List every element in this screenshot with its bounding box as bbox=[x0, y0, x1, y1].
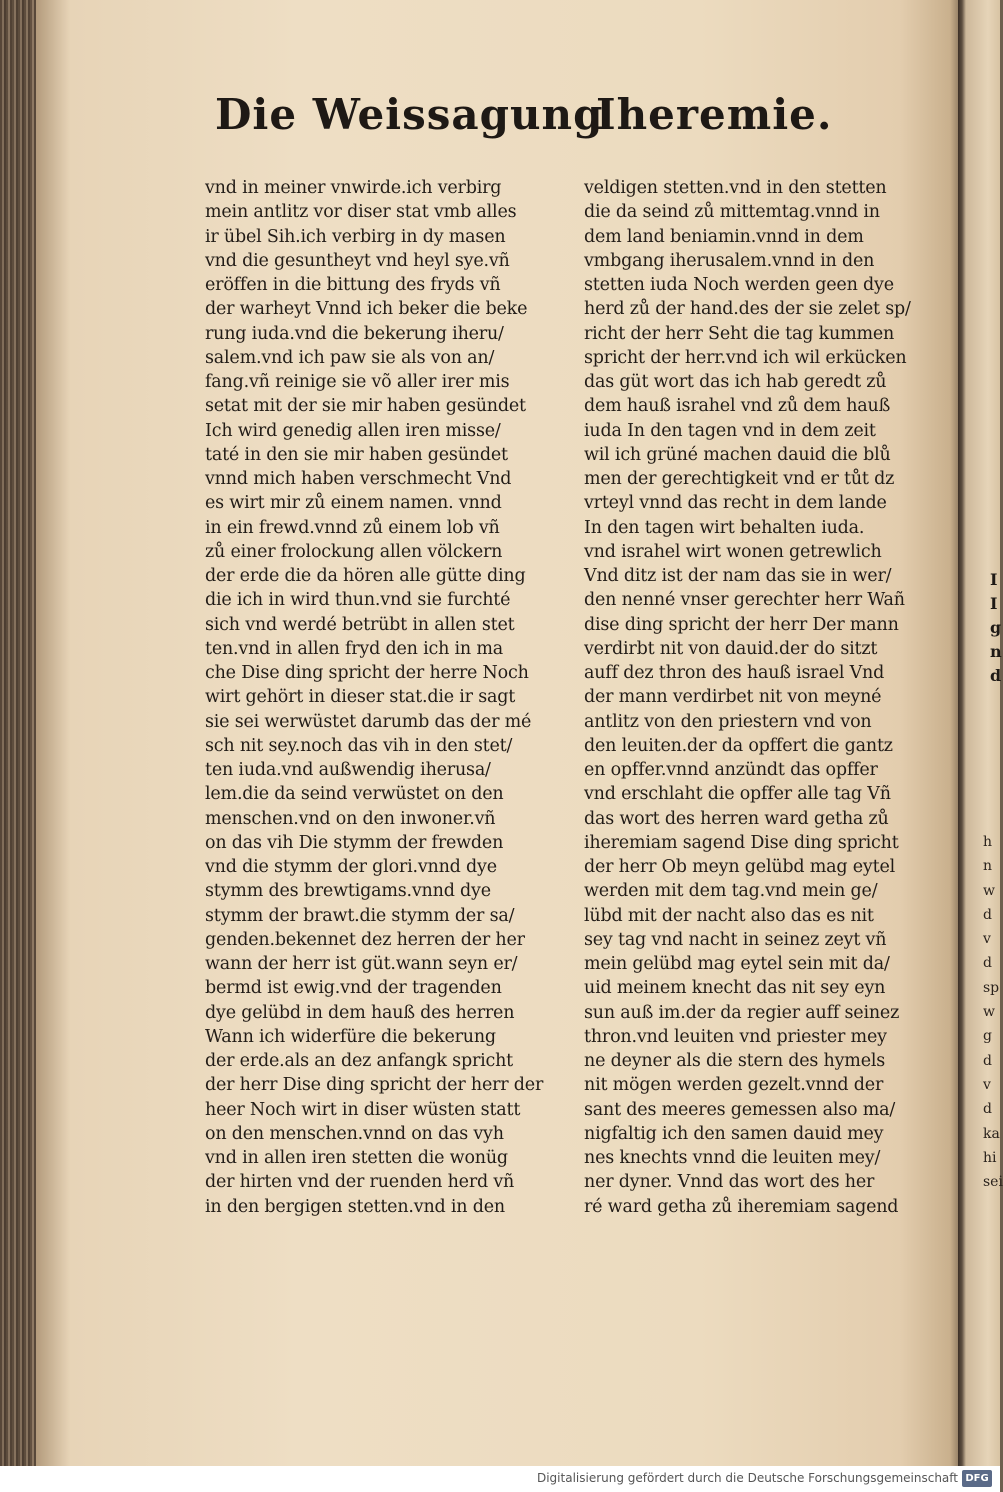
text-line: vrteyl vnnd das recht in dem lande bbox=[584, 493, 887, 514]
text-line: mein gelübd mag eytel sein mit da/ bbox=[584, 954, 890, 974]
edge-mark: d bbox=[990, 666, 1002, 685]
text-line: spricht der herr.vnd ich wil erkücken bbox=[584, 347, 907, 368]
fragment-line: n bbox=[983, 858, 993, 875]
fragment-line: sp bbox=[983, 979, 1000, 996]
text-line: on das vih Die stymm der frewden bbox=[205, 832, 504, 853]
text-column-left bbox=[205, 176, 560, 1219]
text-line: das wort des herren ward getha zů bbox=[584, 808, 889, 829]
text-line: sich vnd werdé betrübt in allen stet bbox=[205, 614, 515, 635]
text-line: che Dise ding spricht der herre Noch bbox=[205, 663, 529, 683]
text-line: verdirbt nit von dauid.der do sitzt bbox=[584, 638, 878, 659]
text-line: men der gerechtigkeit vnd er tůt dz bbox=[584, 469, 895, 489]
text-line: rung iuda.vnd die bekerung iheru/ bbox=[205, 323, 504, 344]
text-line: iuda In den tagen vnd in dem zeit bbox=[584, 420, 876, 441]
text-line: ten iuda.vnd außwendig iherusa/ bbox=[205, 760, 491, 780]
text-line: es wirt mir zů einem namen. vnnd bbox=[205, 493, 502, 514]
text-line: wil ich grüné machen dauid die blů bbox=[584, 444, 891, 465]
text-line: in ein frewd.vnnd zů einem lob vñ bbox=[205, 517, 500, 538]
text-line: eröffen in die bittung des fryds vñ bbox=[205, 275, 501, 295]
text-line: veldigen stetten.vnd in den stetten bbox=[584, 178, 887, 198]
text-line: stymm der brawt.die stymm der sa/ bbox=[205, 905, 515, 926]
text-line: menschen.vnd on den inwoner.vñ bbox=[205, 808, 496, 829]
text-line: on den menschen.vnnd on das vyh bbox=[205, 1123, 504, 1144]
text-line: dye gelübd in dem hauß des herren bbox=[205, 1002, 515, 1023]
text-line: lem.die da seind verwüstet on den bbox=[205, 784, 504, 805]
text-line: sant des meeres gemessen also ma/ bbox=[584, 1099, 896, 1120]
text-line: taté in den sie mir haben gesündet bbox=[205, 444, 508, 465]
text-line: die da seind zů mittemtag.vnnd in bbox=[584, 202, 880, 223]
text-line: der herr Dise ding spricht der herr der bbox=[205, 1075, 544, 1096]
text-line: salem.vnd ich paw sie als von an/ bbox=[205, 347, 495, 368]
fragment-line: w bbox=[983, 1004, 995, 1021]
text-line: sey tag vnd nacht in seinez zeyt vñ bbox=[584, 929, 887, 950]
text-line: der erde.als an dez anfangk spricht bbox=[205, 1051, 514, 1071]
text-line: bermd ist ewig.vnd der tragenden bbox=[205, 978, 502, 999]
fragment-line: v bbox=[983, 1076, 991, 1093]
fragment-line: w bbox=[983, 882, 995, 899]
text-line: der hirten vnd der ruenden herd vñ bbox=[205, 1172, 515, 1193]
text-line: Wann ich widerfüre die bekerung bbox=[205, 1026, 496, 1047]
text-line: vnd die gesuntheyt vnd heyl sye.vñ bbox=[205, 250, 510, 271]
text-line: ir übel Sih.ich verbirg in dy masen bbox=[205, 226, 506, 247]
fragment-line: d bbox=[983, 1052, 992, 1069]
text-line: vnnd mich haben verschmecht Vnd bbox=[205, 469, 512, 489]
text-line: heer Noch wirt in diser wüsten statt bbox=[205, 1099, 521, 1120]
text-line: vnd in allen iren stetten die wonüg bbox=[205, 1148, 508, 1168]
text-line: der mann verdirbet nit von meyné bbox=[584, 687, 882, 708]
edge-mark: n bbox=[990, 642, 1002, 661]
text-line: der herr Ob meyn gelübd mag eytel bbox=[584, 857, 896, 877]
text-line: nit mögen werden gezelt.vnnd der bbox=[584, 1075, 884, 1096]
text-line: wann der herr ist güt.wann seyn er/ bbox=[205, 954, 518, 974]
text-line: mein antlitz vor diser stat vmb alles bbox=[205, 202, 517, 223]
text-line: dem hauß israhel vnd zů dem hauß bbox=[584, 396, 891, 417]
text-line: richt der herr Seht die tag kummen bbox=[584, 323, 895, 344]
text-line: ner dyner. Vnnd das wort des her bbox=[584, 1172, 875, 1193]
text-line: wirt gehört in dieser stat.die ir sagt bbox=[205, 687, 516, 708]
fragment-line: d bbox=[983, 955, 992, 972]
facing-page-text-fragment bbox=[983, 830, 1003, 1250]
text-line: Vnd ditz ist der nam das sie in wer/ bbox=[584, 566, 892, 586]
text-column-right bbox=[584, 176, 939, 1219]
fragment-line: d bbox=[983, 1101, 992, 1118]
text-line: antlitz von den priestern vnd von bbox=[584, 711, 872, 732]
text-line: dise ding spricht der herr Der mann bbox=[584, 614, 899, 635]
text-line: iheremiam sagend Dise ding spricht bbox=[584, 832, 899, 853]
running-head-left: Die Weissagung bbox=[215, 90, 604, 139]
text-line: thron.vnd leuiten vnd priester mey bbox=[584, 1026, 887, 1047]
fragment-line: g bbox=[983, 1028, 992, 1045]
text-line: die ich in wird thun.vnd sie furchté bbox=[205, 590, 511, 611]
text-line: vnd in meiner vnwirde.ich verbirg bbox=[205, 178, 502, 198]
text-line: in den bergigen stetten.vnd in den bbox=[205, 1196, 505, 1217]
text-line: setat mit der sie mir haben gesündet bbox=[205, 396, 526, 417]
edge-mark: I bbox=[990, 570, 998, 589]
text-line: herd zů der hand.des der sie zelet sp/ bbox=[584, 299, 911, 320]
fragment-line: d bbox=[983, 906, 992, 923]
text-line: fang.vñ reinige sie võ aller irer mis bbox=[205, 372, 510, 392]
text-line: Ich wird genedig allen iren misse/ bbox=[205, 420, 501, 441]
text-line: ne deyner als die stern des hymels bbox=[584, 1051, 886, 1071]
text-line: der erde die da hören alle gütte ding bbox=[205, 566, 526, 586]
text-line: genden.bekennet dez herren der her bbox=[205, 929, 525, 950]
text-line: ten.vnd in allen fryd den ich in ma bbox=[205, 638, 503, 659]
text-line: en opffer.vnnd anzündt das opffer bbox=[584, 760, 878, 780]
text-line: den leuiten.der da opffert die gantz bbox=[584, 735, 893, 756]
text-line: vmbgang iherusalem.vnnd in den bbox=[584, 250, 875, 271]
fragment-line: ka bbox=[983, 1125, 1000, 1142]
text-line: sie sei werwüstet darumb das der mé bbox=[205, 711, 532, 732]
text-line: ré ward getha zů iheremiam sagend bbox=[584, 1196, 899, 1217]
edge-mark: I bbox=[990, 594, 998, 613]
fragment-line: hi bbox=[983, 1149, 997, 1166]
text-line: sch nit sey.noch das vih in den stet/ bbox=[205, 735, 513, 756]
text-line: sun auß im.der da regier auff seinez bbox=[584, 1002, 900, 1023]
text-line: uid meinem knecht das nit sey eyn bbox=[584, 978, 886, 999]
running-head-right: Iheremie. bbox=[596, 90, 833, 139]
funding-credit: Digitalisierung gefördert durch die Deutsche Forschungsgemeinschaft bbox=[536, 1471, 958, 1485]
book-binding-gutter bbox=[0, 0, 36, 1466]
fragment-line: v bbox=[983, 931, 991, 948]
text-line: vnd israhel wirt wonen getrewlich bbox=[584, 541, 882, 562]
text-line: auff dez thron des hauß israel Vnd bbox=[584, 663, 885, 683]
text-line: In den tagen wirt behalten iuda. bbox=[584, 517, 865, 538]
text-line: werden mit dem tag.vnd mein ge/ bbox=[584, 881, 878, 902]
text-line: zů einer frolockung allen völckern bbox=[205, 541, 503, 562]
fragment-line: h bbox=[983, 834, 993, 850]
text-line: vnd erschlaht die opffer alle tag Vñ bbox=[584, 784, 891, 805]
footer-bar bbox=[0, 1466, 1000, 1492]
text-line: das güt wort das ich hab geredt zů bbox=[584, 372, 887, 392]
text-line: nes knechts vnnd die leuiten mey/ bbox=[584, 1148, 881, 1168]
text-line: nigfaltig ich den samen dauid mey bbox=[584, 1123, 884, 1144]
edge-mark: g bbox=[990, 618, 1002, 637]
text-line: den nenné vnser gerechter herr Wañ bbox=[584, 590, 905, 611]
text-line: dem land beniamin.vnnd in dem bbox=[584, 226, 864, 247]
text-line: stymm des brewtigams.vnnd dye bbox=[205, 881, 491, 902]
text-line: lübd mit der nacht also das es nit bbox=[584, 905, 874, 926]
dfg-logo: DFG bbox=[962, 1470, 992, 1487]
fragment-line: sei bbox=[983, 1174, 1003, 1191]
facing-page-initials bbox=[990, 570, 1000, 710]
text-line: vnd die stymm der glori.vnnd dye bbox=[205, 857, 497, 877]
text-line: der warheyt Vnnd ich beker die beke bbox=[205, 299, 528, 320]
text-line: stetten iuda Noch werden geen dye bbox=[584, 275, 894, 295]
